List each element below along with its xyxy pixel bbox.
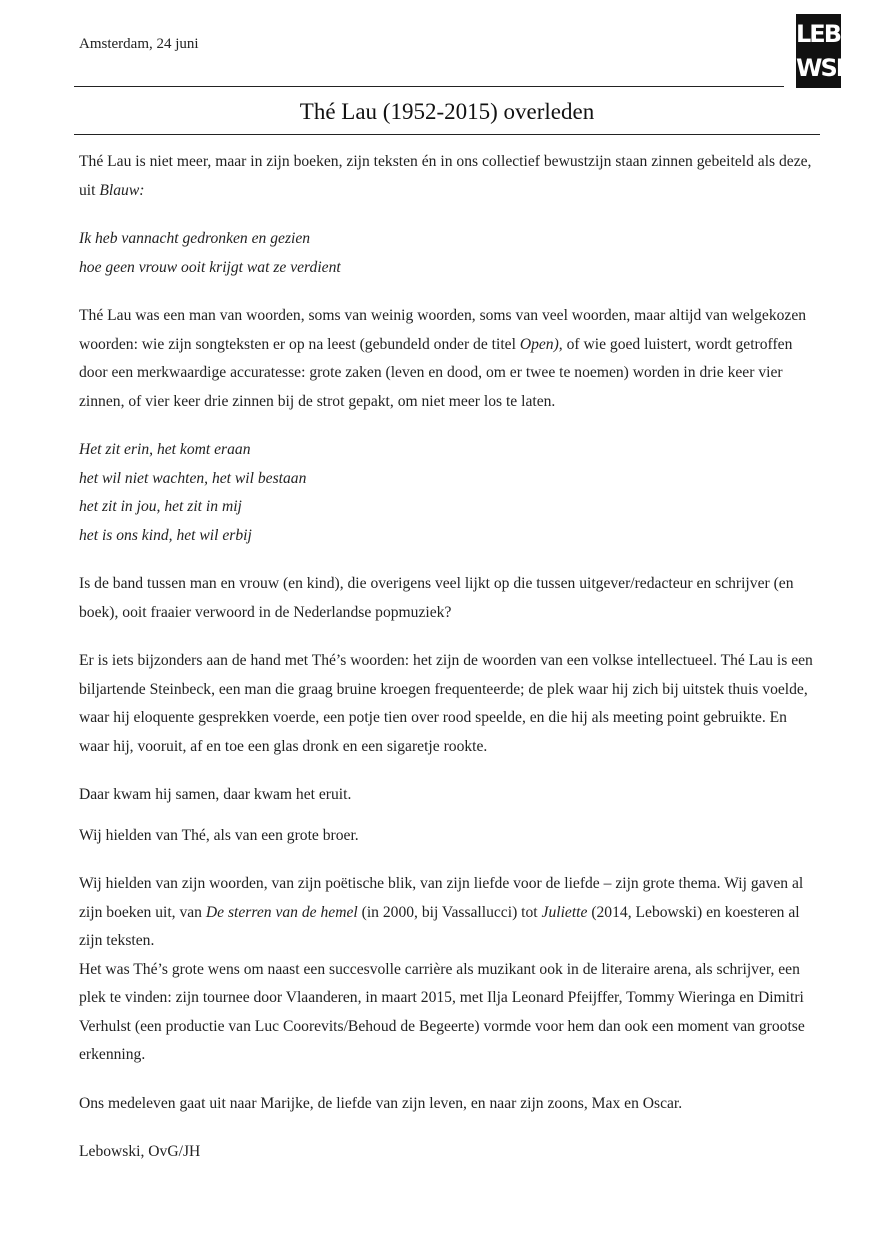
book-title-juliette: Juliette: [541, 903, 588, 921]
verse-line: het zit in jou, het zit in mij: [79, 498, 242, 515]
header-divider: [74, 86, 784, 87]
logo-line-2: WSKi: [796, 54, 859, 82]
paragraph-condolences: Ons medeleven gaat uit naar Marijke, de liefde van zijn leven, en naar zijn zoons, Max en Oscar.: [79, 1094, 683, 1112]
verse-kind: [79, 436, 819, 550]
verse-line: het wil niet wachten, het wil bestaan: [79, 469, 307, 487]
paragraph-samen: Daar kwam hij samen, daar kwam het eruit.: [79, 786, 352, 803]
signature: Lebowski, OvG/JH: [79, 1143, 201, 1160]
place-date: Amsterdam, 24 juni: [79, 36, 199, 52]
lebowski-logo: [796, 14, 859, 88]
paragraph-books: Wij hielden van zijn woorden, van zijn poëtische blik, van zijn liefde voor de liefde – zijn grote thema. Wij gaven al zijn boeken uit, van De sterren van de hemel (in 2000, bij Vassallucci) tot Juliette (2014, Lebowski) en koesteren al zijn teksten.: [79, 875, 804, 949]
verse-line: hoe geen vrouw ooit krijgt wat ze verdient: [79, 258, 341, 276]
logo-line-1: LEBO: [796, 20, 859, 48]
title-divider: [74, 134, 820, 135]
verse-blauw: [79, 225, 819, 282]
book-title-open: Open),: [519, 335, 563, 353]
song-title-blauw: Blauw:: [99, 181, 145, 199]
page-title: Thé Lau (1952-2015) overleden: [299, 99, 595, 124]
book-title-sterren: De sterren van de hemel: [205, 903, 358, 921]
paragraph-intellectual: Er is iets bijzonders aan de hand met Thé’s woorden: het zijn de woorden van een volkse intellectueel. Thé Lau is een biljartende Steinbeck, een man die graag bruine kroegen frequenteerde; de plek waar hij zich bij uitstek thuis voelde, waar hij eloquente gesprekken voerde, een potje tien over rood speelde, en die hij als meeting point gebruikte. En waar hij, vooruit, af en toe een glas dronk en een sigaretje rookte.: [79, 652, 813, 755]
paragraph-tournee: Het was Thé’s grote wens om naast een succesvolle carrière als muzikant ook in de literaire arena, als schrijver, een plek te vinden: zijn tournee door Vlaanderen, in maart 2015, met Ilja Leonard Pfeijffer, Tommy Wieringa en Dimitri Verhulst (een productie van Luc Coorevits/Behoud de Begeerte) vormde voor hem dan ook een moment van grootse erkenning.: [79, 960, 805, 1063]
paragraph-broer: Wij hielden van Thé, als van een grote broer.: [79, 826, 359, 844]
paragraph-band: Is de band tussen man en vrouw (en kind), die overigens veel lijkt op die tussen uitgever/redacteur en schrijver (en boek), ooit fraaier verwoord in de Nederlandse popmuziek?: [79, 575, 794, 621]
paragraph-intro: Thé Lau is niet meer, maar in zijn boeken, zijn teksten én in ons collectief bewustzijn staan zinnen gebeiteld als deze, uit Blauw:: [79, 153, 812, 199]
article-body: [79, 148, 819, 1187]
verse-line: Ik heb vannacht gedronken en gezien: [79, 230, 311, 247]
paragraph-words: Thé Lau was een man van woorden, soms van weinig woorden, soms van veel woorden, maar altijd van welgekozen woorden: wie zijn songteksten er op na leest (gebundeld onder de titel Open), of wie goed luistert, wordt getroffen door een merkwaardige accuratesse: grote zaken (leven en dood, om er twee te noemen) worden in drie keer vier zinnen, of vier keer drie zinnen bij de strot gepakt, om niet meer los te laten.: [79, 307, 807, 410]
verse-line: Het zit erin, het komt eraan: [79, 441, 251, 458]
verse-line: het is ons kind, het wil erbij: [79, 526, 252, 544]
